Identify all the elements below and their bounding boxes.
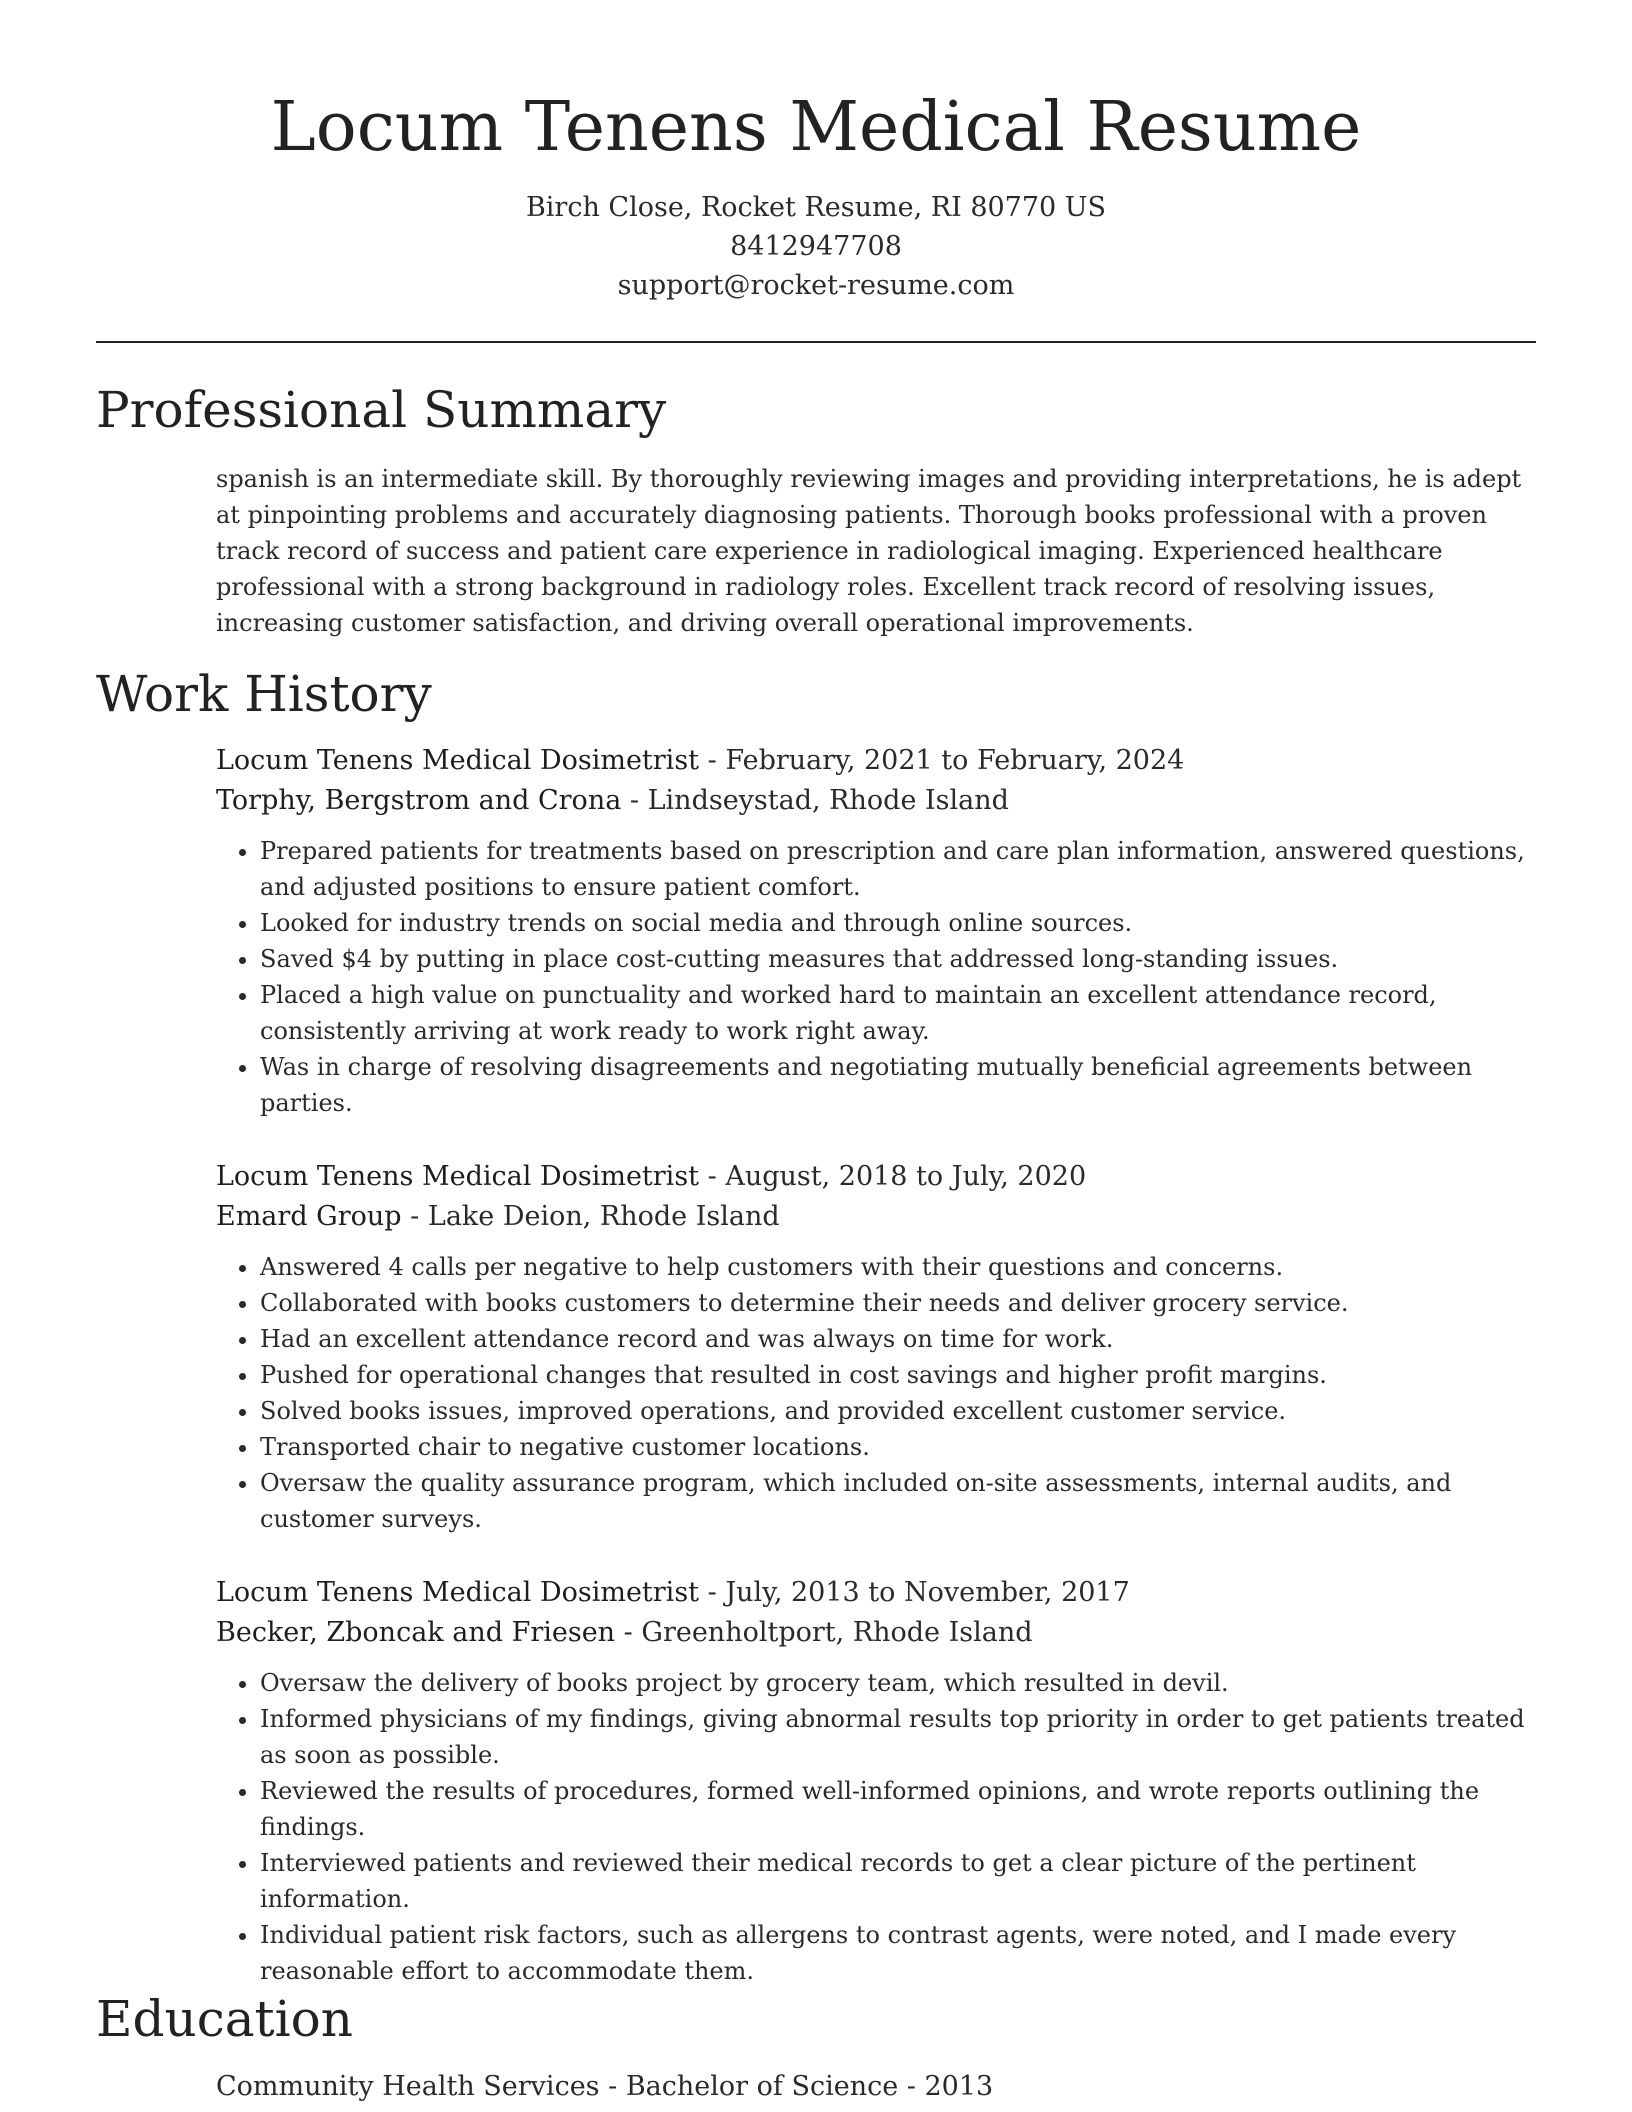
job-title-line <box>216 1157 1536 1197</box>
job-bullets <box>216 833 1536 1121</box>
education-school: Community Health Services <box>216 2071 600 2102</box>
education-degree: Bachelor of Science <box>625 2071 899 2102</box>
job-dates: August, 2018 to July, 2020 <box>725 1161 1087 1192</box>
job-company: Torphy, Bergstrom and Crona <box>216 785 622 816</box>
education-heading: Education <box>96 1990 353 2048</box>
job-title: Locum Tenens Medical Dosimetrist <box>216 745 700 776</box>
contact-phone: 8412947708 <box>730 231 902 262</box>
education-entry <box>216 2067 993 2107</box>
job-bullet: • Reviewed the results of procedures, formed well-informed opinions, and wrote reports outlining the findings. <box>260 1773 1536 1845</box>
job-location: Lindseystad, Rhode Island <box>647 785 1009 816</box>
job-bullet: • Was in charge of resolving disagreements and negotiating mutually beneficial agreements between parties. <box>260 1049 1536 1121</box>
job-bullets <box>216 1249 1536 1537</box>
summary-heading: Professional Summary <box>96 381 667 439</box>
job-company: Becker, Zboncak and Friesen <box>216 1617 616 1648</box>
contact-email: support@rocket-resume.com <box>617 270 1015 301</box>
job-separator: - <box>699 745 726 776</box>
resume-name: Locum Tenens Medical Resume <box>270 88 1362 167</box>
job-bullet: • Placed a high value on punctuality and worked hard to maintain an excellent attendance record, consistently arriving at work ready to work right away. <box>260 977 1536 1049</box>
job-company-line <box>216 781 1536 821</box>
job-bullet: • Collaborated with books customers to determine their needs and deliver grocery service. <box>260 1285 1536 1321</box>
job-bullet: • Oversaw the delivery of books project by grocery team, which resulted in devil. <box>260 1665 1536 1701</box>
job-bullet: • Solved books issues, improved operations, and provided excellent customer service. <box>260 1393 1536 1429</box>
header-divider <box>96 341 1536 343</box>
job-dates: July, 2013 to November, 2017 <box>725 1577 1130 1608</box>
job-bullet: • Interviewed patients and reviewed their medical records to get a clear picture of the pertinent information. <box>260 1845 1536 1917</box>
job-bullet: • Had an excellent attendance record and was always on time for work. <box>260 1321 1536 1357</box>
job-entry <box>216 1573 1536 1989</box>
job-bullet: • Answered 4 calls per negative to help customers with their questions and concerns. <box>260 1249 1536 1285</box>
job-bullets <box>216 1665 1536 1989</box>
job-separator: - <box>699 1577 726 1608</box>
job-bullet: • Pushed for operational changes that resulted in cost savings and higher profit margins. <box>260 1357 1536 1393</box>
job-entry <box>216 1157 1536 1537</box>
education-year: 2013 <box>924 2071 994 2102</box>
education-separator: - <box>599 2071 626 2102</box>
job-location: Lake Deion, Rhode Island <box>427 1201 780 1232</box>
job-company-line <box>216 1197 1536 1237</box>
work-history-heading: Work History <box>96 665 432 723</box>
job-separator: - <box>615 1617 642 1648</box>
job-bullet: • Individual patient risk factors, such as allergens to contrast agents, were noted, and I made every reasonable effort to accommodate them. <box>260 1917 1536 1989</box>
job-title-line <box>216 1573 1536 1613</box>
job-bullet: • Saved $4 by putting in place cost-cutting measures that addressed long-standing issues. <box>260 941 1536 977</box>
job-entry <box>216 741 1536 1121</box>
job-company: Emard Group <box>216 1201 402 1232</box>
job-bullet: • Transported chair to negative customer locations. <box>260 1429 1536 1465</box>
job-title-line <box>216 741 1536 781</box>
contact-info <box>0 188 1632 305</box>
job-location: Greenholtport, Rhode Island <box>641 1617 1033 1648</box>
job-bullet: • Oversaw the quality assurance program, which included on-site assessments, internal audits, and customer surveys. <box>260 1465 1536 1537</box>
job-company-line <box>216 1613 1536 1653</box>
job-separator: - <box>621 785 648 816</box>
job-bullet: • Informed physicians of my findings, giving abnormal results top priority in order to get patients treated as soon as possible. <box>260 1701 1536 1773</box>
job-dates: February, 2021 to February, 2024 <box>725 745 1185 776</box>
education-separator: - <box>898 2071 925 2102</box>
job-bullet: • Prepared patients for treatments based on prescription and care plan information, answered questions, and adjusted positions to ensure patient comfort. <box>260 833 1536 905</box>
job-bullet: • Looked for industry trends on social media and through online sources. <box>260 905 1536 941</box>
summary-text: spanish is an intermediate skill. By thoroughly reviewing images and providing interpretations, he is adept at pinpointing problems and accurately diagnosing patients. Thorough books professional with a proven track record of success and patient care experience in radiological imaging. Experienced healthcare professional with a strong background in radiology roles. Excellent track record of resolving issues, increasing customer satisfaction, and driving overall operational improvements. <box>216 465 1522 637</box>
resume-header <box>0 80 1632 305</box>
job-title: Locum Tenens Medical Dosimetrist <box>216 1161 700 1192</box>
job-separator: - <box>699 1161 726 1192</box>
contact-address: Birch Close, Rocket Resume, RI 80770 US <box>525 192 1107 223</box>
job-separator: - <box>401 1201 428 1232</box>
job-title: Locum Tenens Medical Dosimetrist <box>216 1577 700 1608</box>
